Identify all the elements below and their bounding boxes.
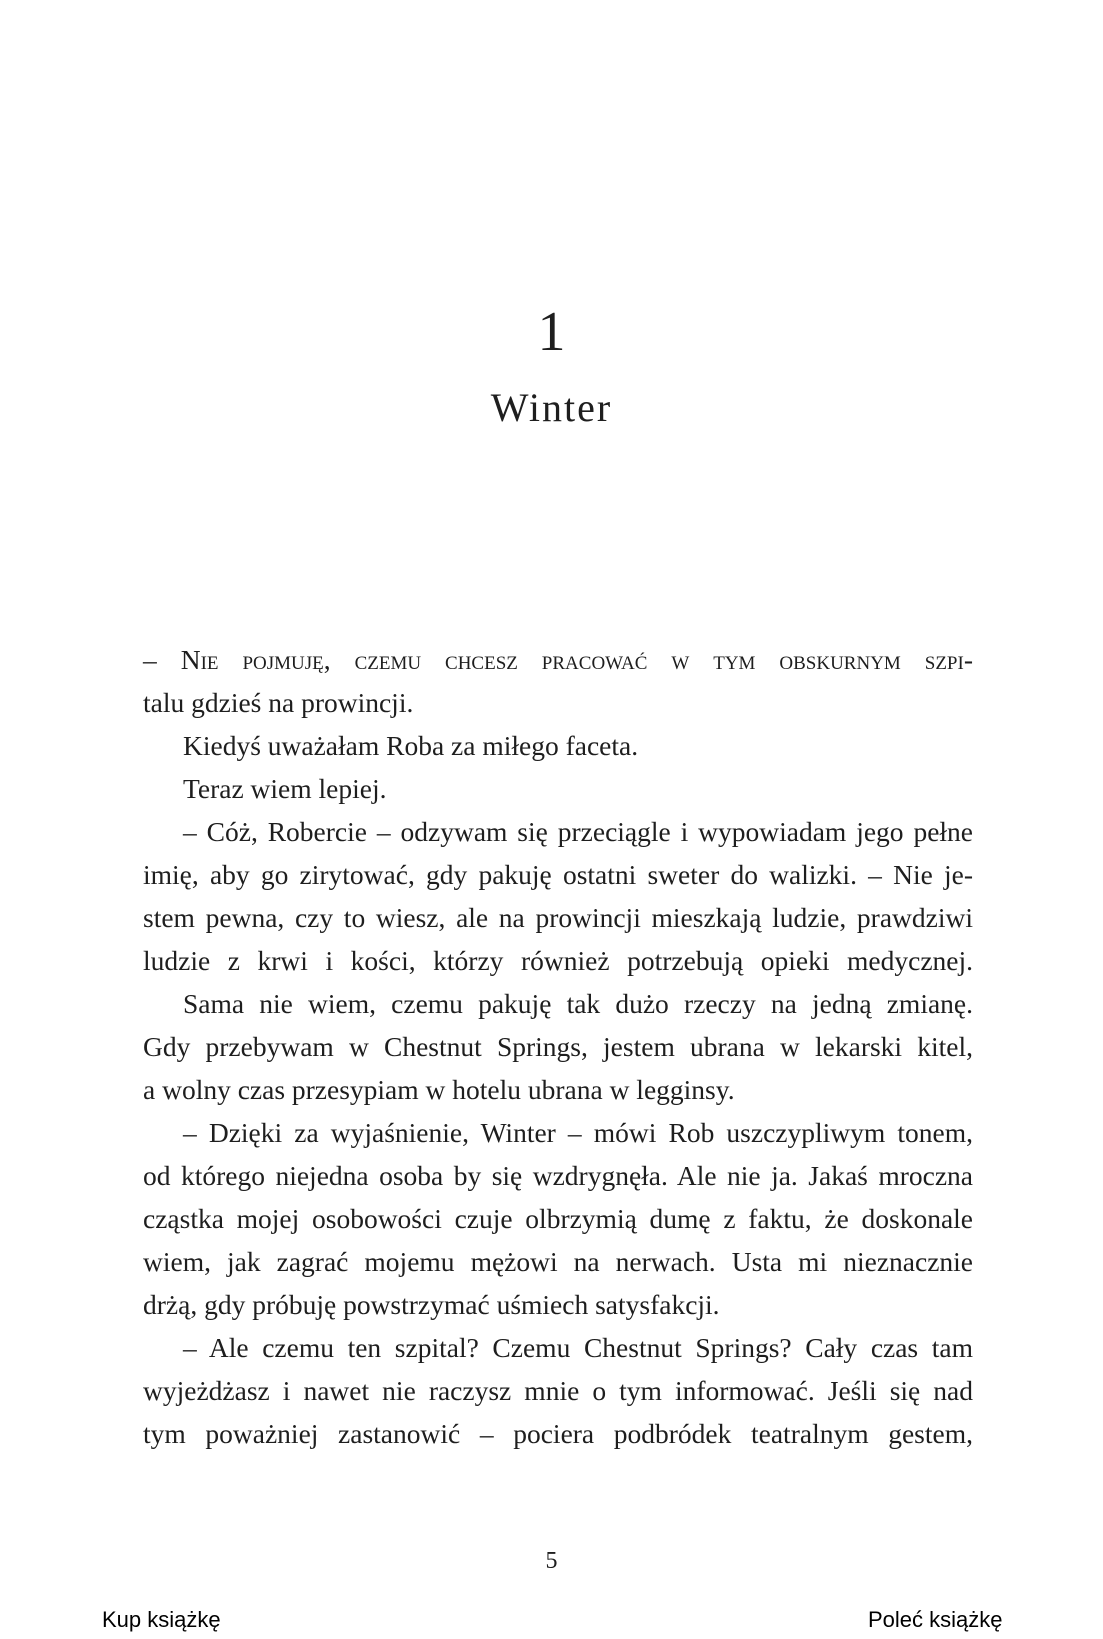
chapter-title: Winter: [490, 385, 613, 430]
text-line-7: stem pewna, czy to wiesz, ale na prowincji mieszkają ludzie, prawdziwi: [143, 902, 973, 933]
text-line-15: wiem, jak zagrać mojemu mężowi na nerwach. Usta mi nieznacznie: [143, 1246, 973, 1277]
text-line-6: imię, aby go zirytować, gdy pakuję ostatni sweter do walizki. – Nie je-: [143, 859, 973, 890]
text-line-19: tym poważniej zastanowić – pociera podbródek teatralnym gestem,: [143, 1418, 973, 1449]
text-line-8: ludzie z krwi i kości, którzy również potrzebują opieki medycznej.: [143, 945, 973, 976]
text-line-9: Sama nie wiem, czemu pakuję tak dużo rzeczy na jedną zmianę.: [183, 988, 973, 1019]
text-line-12: – Dzięki za wyjaśnienie, Winter – mówi Rob uszczypliwym tonem,: [183, 1117, 973, 1148]
text-line-13: od którego niejedna osoba by się wzdrygnęła. Ale nie ja. Jakaś mroczna: [143, 1160, 973, 1191]
text-line-3: Kiedyś uważałam Roba za miłego faceta.: [183, 730, 639, 761]
page-number: 5: [545, 1548, 558, 1574]
text-line-18: wyjeżdżasz i nawet nie raczysz mnie o tym informować. Jeśli się nad: [143, 1375, 973, 1406]
text-line-14: cząstka mojej osobowości czuje olbrzymią dumę z faktu, że doskonale: [143, 1203, 973, 1234]
text-line-17: – Ale czemu ten szpital? Czemu Chestnut Springs? Cały czas tam: [183, 1332, 973, 1363]
text-line-5: – Cóż, Robercie – odzywam się przeciągle i wypowiadam jego pełne: [183, 816, 973, 847]
chapter-number: 1: [537, 301, 566, 363]
text-line-2: talu gdzieś na prowincji.: [143, 687, 414, 718]
text-line-11: a wolny czas przesypiam w hotelu ubrana w legginsy.: [143, 1074, 735, 1105]
recommend-book-link[interactable]: Poleć książkę: [868, 1607, 1003, 1632]
text-line-1-small-caps: [143, 638, 973, 681]
text-line-16: drżą, gdy próbuję powstrzymać uśmiech satysfakcji.: [143, 1289, 720, 1320]
buy-book-link[interactable]: Kup książkę: [102, 1607, 221, 1632]
dialogue-lead: – N: [143, 644, 201, 675]
text-line-4: Teraz wiem lepiej.: [183, 773, 387, 804]
body-text: [143, 638, 973, 1455]
small-caps-opening: ie pojmuję, czemu chcesz pracować w tym obskurnym szpi-: [200, 644, 973, 675]
text-line-10: Gdy przebywam w Chestnut Springs, jestem ubrana w lekarski kitel,: [143, 1031, 973, 1062]
